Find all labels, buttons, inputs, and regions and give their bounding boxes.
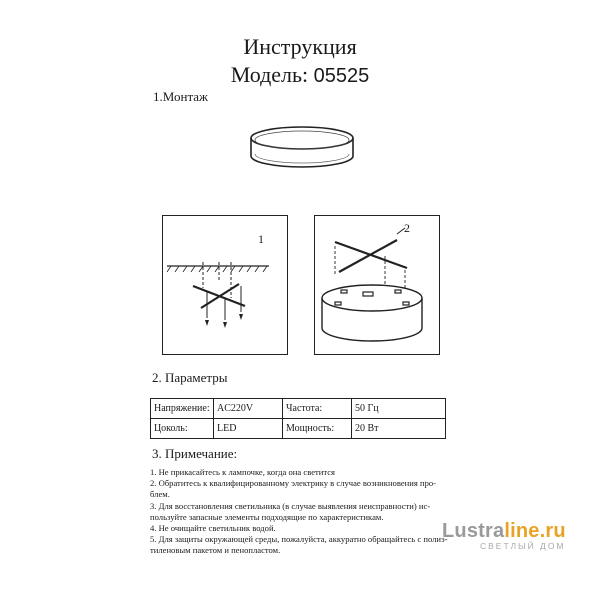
param-label: Напряжение: — [151, 399, 214, 419]
watermark-brand — [442, 520, 590, 543]
watermark-brand-part1: Lustra — [442, 520, 505, 542]
note-line: пользуйте запасные элементы подходящие по характеристикам. — [150, 511, 384, 522]
model-line — [0, 62, 600, 88]
watermark-brand-part2: line.ru — [504, 520, 566, 542]
model-label: Модель: — [230, 62, 309, 87]
mount-figure-1 — [162, 215, 288, 355]
note-line: 2. Обратитесь к квалифицированному электрику в случае возникновения про- — [150, 478, 437, 489]
lamp-attach-diagram — [315, 216, 439, 354]
watermark-tagline: СВЕТЛЫЙ ДОМ — [480, 541, 566, 551]
notes-heading: 3. Примечание: — [152, 446, 238, 461]
note-line: 4. Не очищайте светильник водой. — [150, 523, 276, 534]
note-line: тиленовым пакетом и пенопластом. — [150, 545, 281, 556]
document-title: Инструкция — [243, 34, 357, 59]
mount-figure-2 — [314, 215, 440, 355]
watermark-logo — [442, 520, 590, 551]
notes-list — [150, 467, 450, 557]
table-row — [151, 399, 446, 419]
param-value: 20 Вт — [352, 419, 446, 439]
model-number: 05525 — [313, 65, 370, 87]
figure-1-number: 1 — [258, 232, 264, 246]
note-line: 1. Не прикасайтесь к лампочке, когда она светится — [150, 467, 335, 477]
param-value: AC220V — [214, 399, 283, 419]
param-label: Частота: — [283, 399, 352, 419]
figure-2-number: 2 — [404, 221, 410, 235]
param-label: Мощность: — [283, 419, 352, 439]
note-line: блем. — [150, 489, 170, 500]
ceiling-bracket-diagram — [163, 216, 287, 354]
param-value: LED — [214, 419, 283, 439]
note-line: 3. Для восстановления светильника (в случае выявления неисправности) ис- — [150, 500, 431, 511]
table-row — [151, 419, 446, 439]
param-label: Цоколь: — [151, 419, 214, 439]
param-value: 50 Гц — [352, 399, 446, 419]
lamp-illustration — [246, 120, 358, 174]
note-line: 5. Для защиты окружающей среды, пожалуйста, аккуратно обращайтесь с полиэ- — [150, 534, 448, 545]
params-heading: 2. Параметры — [152, 370, 228, 385]
mount-heading: 1.Монтаж — [153, 89, 209, 104]
params-table — [150, 398, 446, 439]
